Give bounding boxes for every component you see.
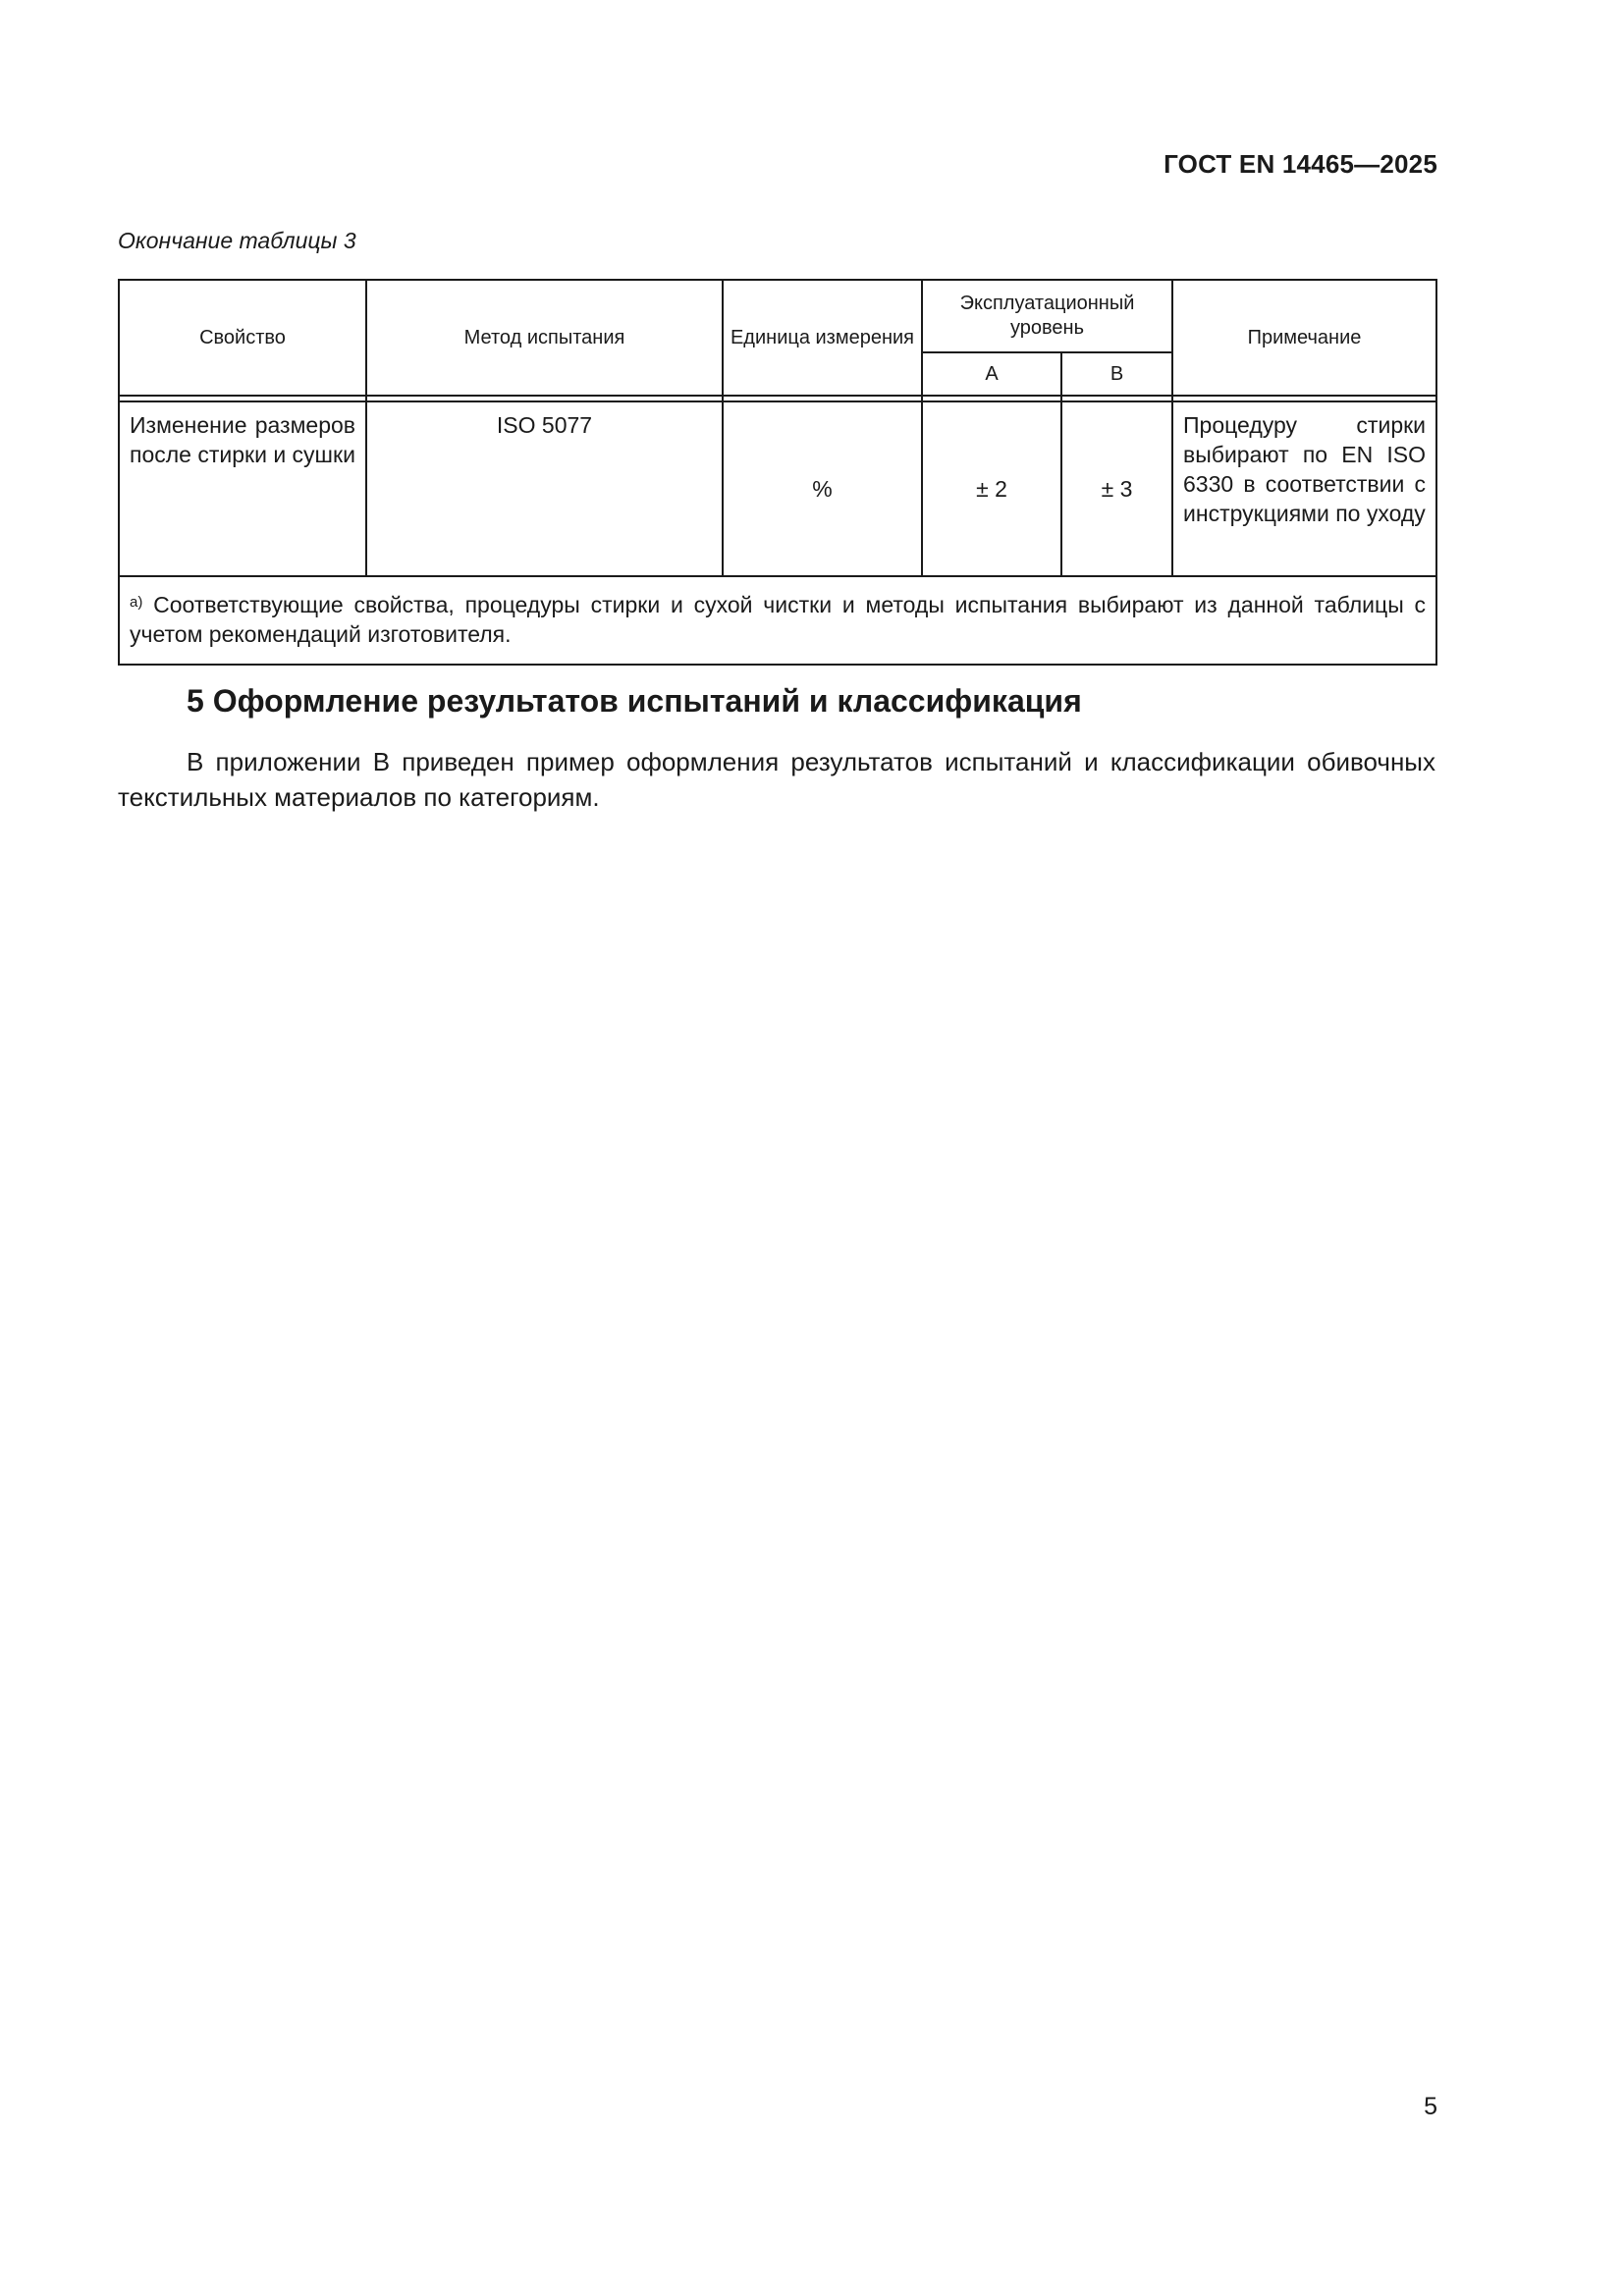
paragraph-text: В приложении В приведен пример оформления результатов испытаний и классификации обивочных текстильных материалов по категориям.	[118, 747, 1435, 812]
cell-level-b: ± 3	[1061, 401, 1172, 576]
table-footnote-row	[119, 576, 1436, 665]
section-paragraph	[118, 744, 1435, 815]
footnote-text: Соответствующие свойства, процедуры стирки и сухой чистки и методы испытания выбирают из данной таблицы с учетом рекомендаций изготовителя.	[130, 592, 1427, 647]
table-row	[119, 401, 1436, 576]
page-number: 5	[1424, 2093, 1437, 2120]
cell-property: Изменение размеров после стирки и сушки	[119, 401, 366, 576]
footnote-mark: a)	[130, 594, 143, 611]
header-level-b: В	[1061, 352, 1172, 396]
header-level-a: А	[922, 352, 1061, 396]
standard-code: ГОСТ EN 14465—2025	[1164, 149, 1437, 179]
header-unit: Единица измерения	[723, 280, 922, 396]
header-method: Метод испытания	[366, 280, 723, 396]
cell-unit: %	[723, 401, 922, 576]
spec-table	[118, 279, 1437, 666]
cell-method: ISO 5077	[366, 401, 723, 576]
cell-level-a: ± 2	[922, 401, 1061, 576]
table-footnote	[119, 576, 1436, 665]
table-caption: Окончание таблицы 3	[118, 228, 356, 253]
header-level: Эксплуатационный уровень	[922, 280, 1172, 352]
cell-note: Процедуру стирки выбирают по EN ISO 6330 в соответствии с инструкциями по уходу	[1172, 401, 1436, 576]
header-note: Примечание	[1172, 280, 1436, 396]
section-heading: 5 Оформление результатов испытаний и классификация	[187, 683, 1082, 719]
header-property: Свойство	[119, 280, 366, 396]
